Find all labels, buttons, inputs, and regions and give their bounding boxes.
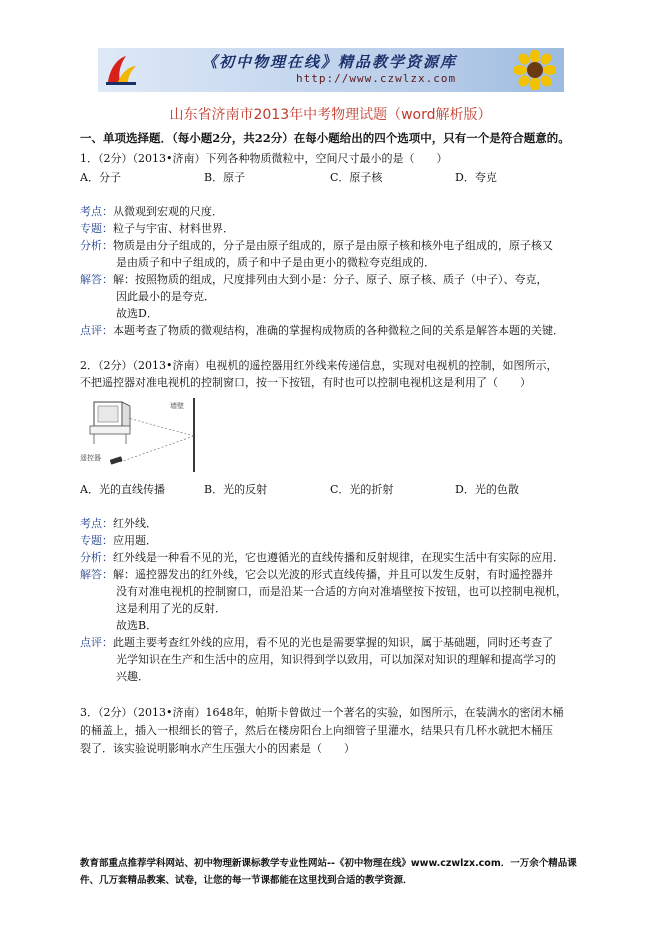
- q2-option-b: B．光的反射: [204, 483, 268, 496]
- q1-kaodian-text: 从微观到宏观的尺度．: [113, 205, 223, 218]
- jieda-label: 解答：: [80, 273, 113, 286]
- q2-jieda-line3: 这是利用了光的反射．: [116, 602, 226, 615]
- q2-fenxi-text: 红外线是一种看不见的光，它也遵循光的直线传播和反射规律，在现实生活中有实际的应用．: [113, 551, 564, 564]
- q2-option-c: C．光的折射: [330, 483, 394, 496]
- q1-option-d: D．夸克: [455, 171, 497, 184]
- fenxi-label: 分析：: [80, 551, 113, 564]
- q2-zhuanti: [80, 532, 157, 548]
- q2-zhuanti-text: 应用题．: [113, 534, 157, 547]
- q1-fenxi-line1: 物质是由分子组成的，分子是由原子组成的，原子是由原子核和核外电子组成的，原子核又: [113, 239, 553, 252]
- q1-zhuanti: [80, 220, 234, 236]
- section-heading: 一、单项选择题．（每小题2分，共22分）在每小题给出的四个选项中，只有一个是符合题意的。: [80, 131, 570, 145]
- site-logo-icon: [104, 54, 138, 86]
- footer-line1: 教育部重点推荐学科网站、初中物理新课标教学专业性网站--《初中物理在线》www.czwlzx.com．一万余个精品课: [80, 858, 577, 869]
- q2-kaodian: [80, 515, 157, 531]
- q2-dianping-line1: 此题主要考查红外线的应用，看不见的光也是需要掌握的知识，属于基础题，同时还考查了: [113, 636, 553, 649]
- q2-jieda: [80, 566, 553, 582]
- q1-dianping: [80, 322, 564, 338]
- q3-stem-line3: 裂了．该实验说明影响水产生压强大小的因素是（ ）: [80, 742, 355, 755]
- q2-dianping-line3: 兴趣．: [116, 670, 149, 683]
- q1-fenxi: [80, 237, 553, 253]
- q2-jieda-line2: 没有对准电视机的控制窗口，而是沿某一合适的方向对准墙壁按下按钮，也可以控制电视机，: [116, 585, 567, 598]
- q1-fenxi-line2: 是由质子和中子组成的，质子和中子是由更小的微粒夸克组成的．: [116, 256, 435, 269]
- q2-fenxi: [80, 549, 564, 565]
- remote-label: 遥控器: [80, 454, 101, 462]
- q1-kaodian: [80, 203, 223, 219]
- q1-zhuanti-text: 粒子与宇宙、材料世界．: [113, 222, 234, 235]
- jieda-label: 解答：: [80, 568, 113, 581]
- q3-stem-line1: 3．（2分）（2013•济南）1648年，帕斯卡曾做过一个著名的实验，如图所示，在装满水的密闭木桶: [80, 706, 564, 719]
- banner-slogan: 《初中物理在线》精品教学资源库: [202, 53, 458, 71]
- fenxi-label: 分析：: [80, 239, 113, 252]
- sunflower-icon: [514, 50, 556, 90]
- footer-line2: 件、几万套精品教案、试卷，让您的每一节课都能在这里找到合适的教学资源．: [80, 875, 413, 886]
- q2-options: [80, 481, 580, 495]
- q2-stem-line2: 不把遥控器对准电视机的控制窗口，按一下按钮，有时也可以控制电视机这是利用了（ ）: [80, 376, 531, 389]
- q2-dianping: [80, 634, 553, 650]
- q1-option-b: B．原子: [204, 171, 246, 184]
- q2-option-d: D．光的色散: [455, 483, 519, 496]
- q3-stem-line2: 的桶盖上，插入一根细长的管子，然后在楼房阳台上向细管子里灌水，结果只有几杯水就把木桶压: [80, 724, 553, 737]
- q2-dianping-line2: 光学知识在生产和生活中的应用，知识得到学以致用，可以加深对知识的理解和提高学习的: [116, 653, 556, 666]
- q1-option-a: A．分子: [80, 171, 121, 184]
- zhuanti-label: 专题：: [80, 534, 113, 547]
- q1-jieda-line1: 解：按照物质的组成，尺度排列由大到小是：分子、原子、原子核、质子（中子）、夸克，: [113, 273, 548, 286]
- banner-url: http://www.czwlzx.com: [296, 72, 457, 85]
- q1-dianping-text: 本题考查了物质的微观结构，准确的掌握构成物质的各种微粒之间的关系是解答本题的关键．: [113, 324, 564, 337]
- q1-stem: 1．（2分）（2013•济南）下列各种物质微粒中，空间尺寸最小的是（ ）: [80, 152, 448, 165]
- page-footer: [80, 855, 600, 889]
- site-banner: [98, 48, 564, 92]
- q2-stem-line1: 2．（2分）（2013•济南）电视机的遥控器用红外线来传递信息，实现对电视机的控制，如图所示，: [80, 359, 558, 372]
- q1-options: [80, 169, 580, 183]
- q2-kaodian-text: 红外线．: [113, 517, 157, 530]
- dianping-label: 点评：: [80, 324, 113, 337]
- kaodian-label: 考点：: [80, 205, 113, 218]
- q2-option-a: A．光的直线传播: [80, 483, 165, 496]
- zhuanti-label: 专题：: [80, 222, 113, 235]
- kaodian-label: 考点：: [80, 517, 113, 530]
- q1-jieda-line2: 因此最小的是夸克．: [116, 290, 215, 303]
- q2-jieda-line1: 解：遥控器发出的红外线，它会以光波的形式直线传播，并且可以发生反射，有时遥控器并: [113, 568, 553, 581]
- q1-answer: 故选D．: [116, 307, 158, 320]
- q1-jieda: [80, 271, 548, 287]
- document-title: 山东省济南市2013年中考物理试题（word解析版）: [169, 107, 492, 123]
- dianping-label: 点评：: [80, 636, 113, 649]
- q2-figure-tv-remote: [80, 396, 205, 474]
- q1-option-c: C．原子核: [330, 171, 383, 184]
- wall-label: 墙壁: [170, 402, 184, 410]
- q2-answer: 故选B．: [116, 619, 158, 632]
